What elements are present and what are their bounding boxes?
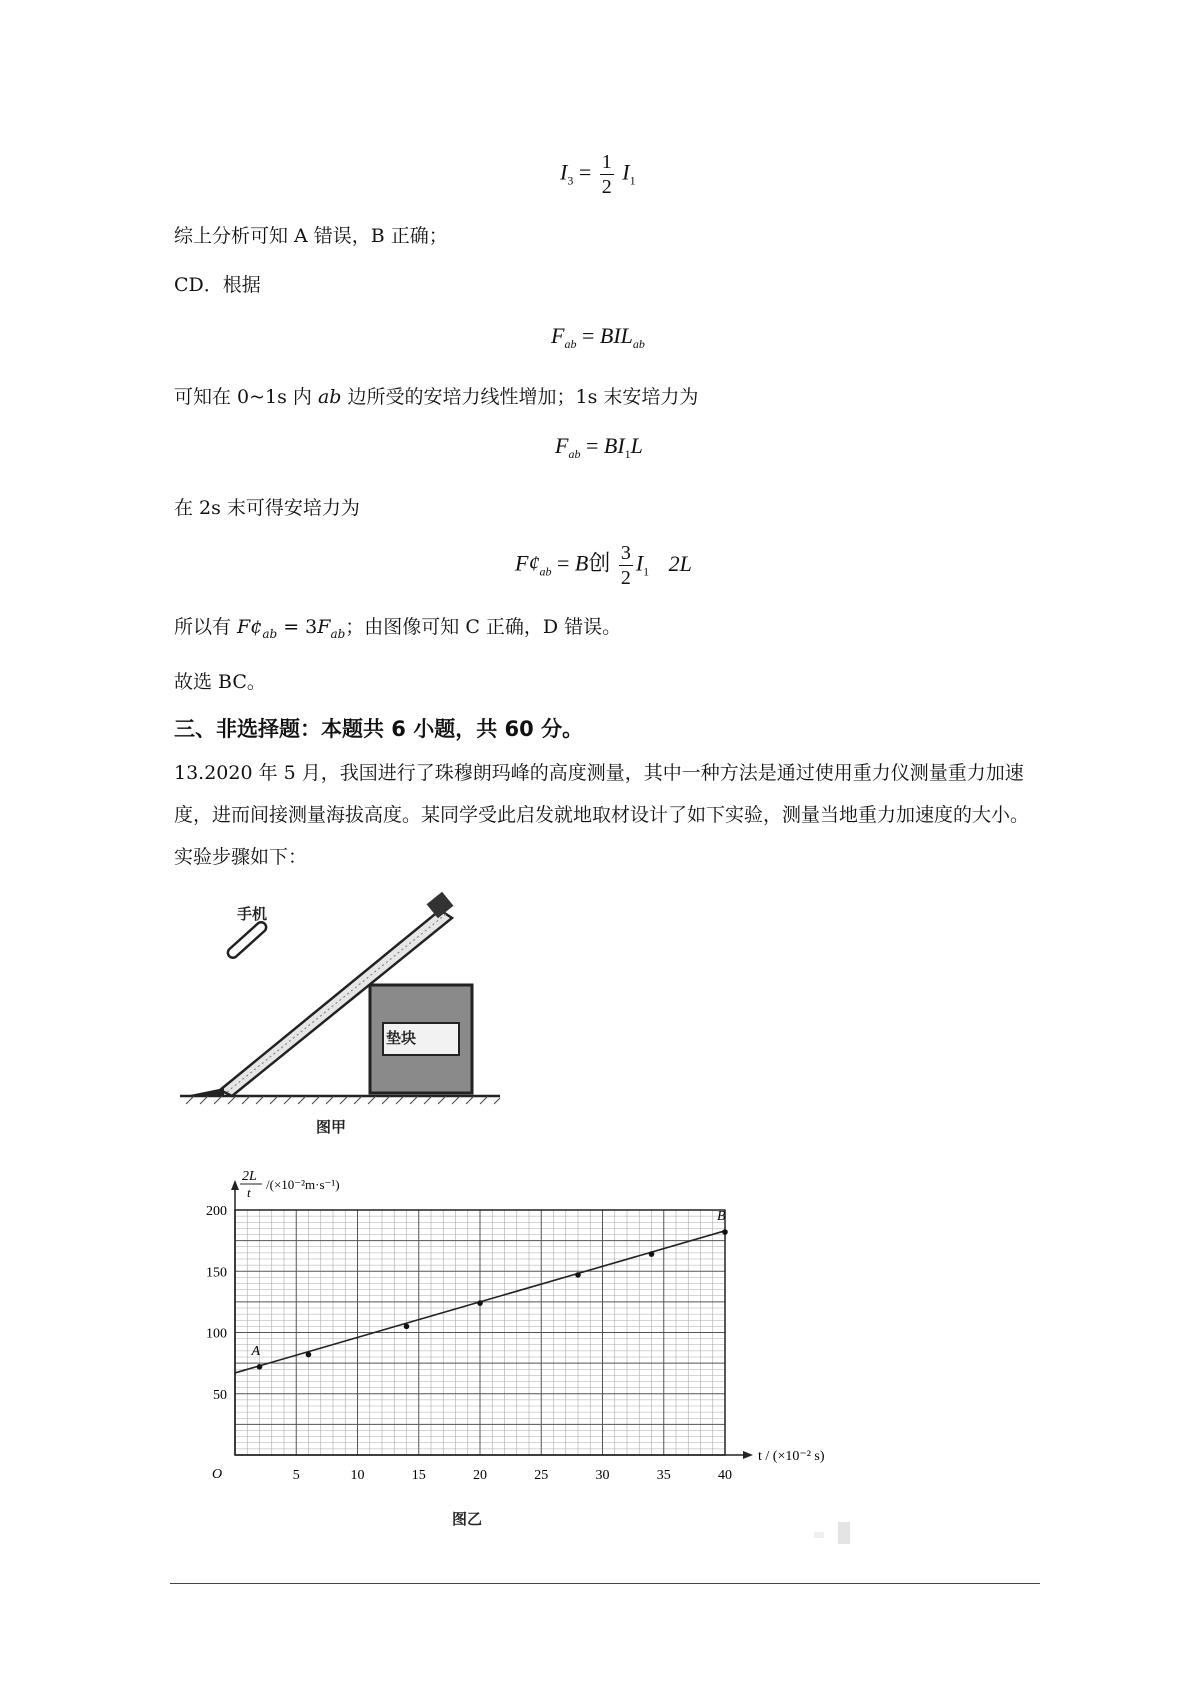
conclusion-ab-line: 综上分析可知 A 错误，B 正确； [174, 225, 448, 247]
equation-fab-bil: $F_{ab} = BIL_{ab}$ [551, 323, 645, 351]
equation-fab-prime: $F¢_{ab} = B$创 $\frac{3}{2}$ $I_1$ 2L [515, 542, 692, 589]
data-point [477, 1300, 483, 1306]
block-label: 垫块 [386, 1029, 417, 1047]
origin-label: O [212, 1467, 223, 1482]
data-point [306, 1352, 312, 1358]
answer-line: 故选 BC。 [174, 671, 266, 693]
x-tick-label: 5 [292, 1468, 300, 1483]
y-tick-label: 200 [206, 1204, 227, 1219]
x-tick-label: 40 [718, 1468, 732, 1483]
velocity-time-chart [190, 1160, 850, 1500]
phone-label: 手机 [237, 905, 268, 923]
result-line: 所以有 $F¢_{ab} = 3F_{ab}$；由图像可知 C 正确，D 错误。 [174, 616, 622, 641]
x-tick-label: 10 [350, 1468, 365, 1483]
y-axis-label-numerator: 2L [242, 1169, 257, 1184]
y-axis-label-denominator: t [247, 1185, 251, 1200]
y-axis-unit: /(×10⁻²m·s⁻¹) [266, 1177, 340, 1192]
point-label: B [717, 1209, 726, 1225]
scan-artifact [808, 1518, 858, 1548]
fraction-one-half: $\frac{1}{2}$ [601, 151, 612, 198]
figure-2-caption: 图乙 [452, 1510, 483, 1528]
x-tick-label: 30 [595, 1468, 610, 1483]
force-increase-line: 可知在 0~1s 内 ab 边所受的安培力线性增加；1s 末安培力为 [174, 386, 699, 408]
cd-intro-line: CD．根据 [174, 274, 261, 296]
data-point [404, 1324, 410, 1330]
phone-icon [226, 920, 268, 960]
problem-13-text: 13.2020 年 5 月，我国进行了珠穆朗玛峰的高度测量，其中一种方法是通过使用重力仪测量重力加速度，进而间接测量海拔高度。某同学受此启发就地取材设计了如下实验，测量当地重力加速度的大小。实验步骤如下： [174, 762, 1030, 868]
equation-fab-bi1l: $F_{ab} = BI_1L$ [555, 433, 643, 461]
y-axis-arrow [231, 1180, 239, 1190]
slider-block [427, 892, 454, 919]
x-tick-label: 20 [473, 1468, 487, 1483]
force-2s-line: 在 2s 末可得安培力为 [174, 497, 360, 519]
x-tick-label: 15 [411, 1468, 426, 1483]
incline-figure [180, 890, 520, 1120]
x-tick-label: 35 [656, 1468, 671, 1483]
data-point [649, 1251, 655, 1257]
x-axis-arrow [743, 1451, 753, 1459]
y-tick-label: 150 [206, 1265, 227, 1281]
figure-1-caption: 图甲 [316, 1118, 347, 1136]
x-axis-label: t / (×10⁻² s) [758, 1449, 825, 1464]
data-point [575, 1272, 581, 1278]
data-point [257, 1364, 263, 1370]
point-label: A [251, 1343, 261, 1359]
x-tick-label: 25 [534, 1468, 549, 1483]
y-tick-label: 50 [213, 1387, 227, 1403]
fraction-three-halves: $\frac{3}{2}$ [620, 542, 631, 589]
equation-i3: $I_3$ = $\frac{1}{2}$ $I_1$ [560, 151, 636, 198]
footer-rule [170, 1583, 1040, 1584]
section-heading: 三、非选择题：本题共 6 小题，共 60 分。 [174, 717, 584, 741]
y-tick-label: 100 [206, 1326, 227, 1342]
data-point [722, 1229, 728, 1235]
